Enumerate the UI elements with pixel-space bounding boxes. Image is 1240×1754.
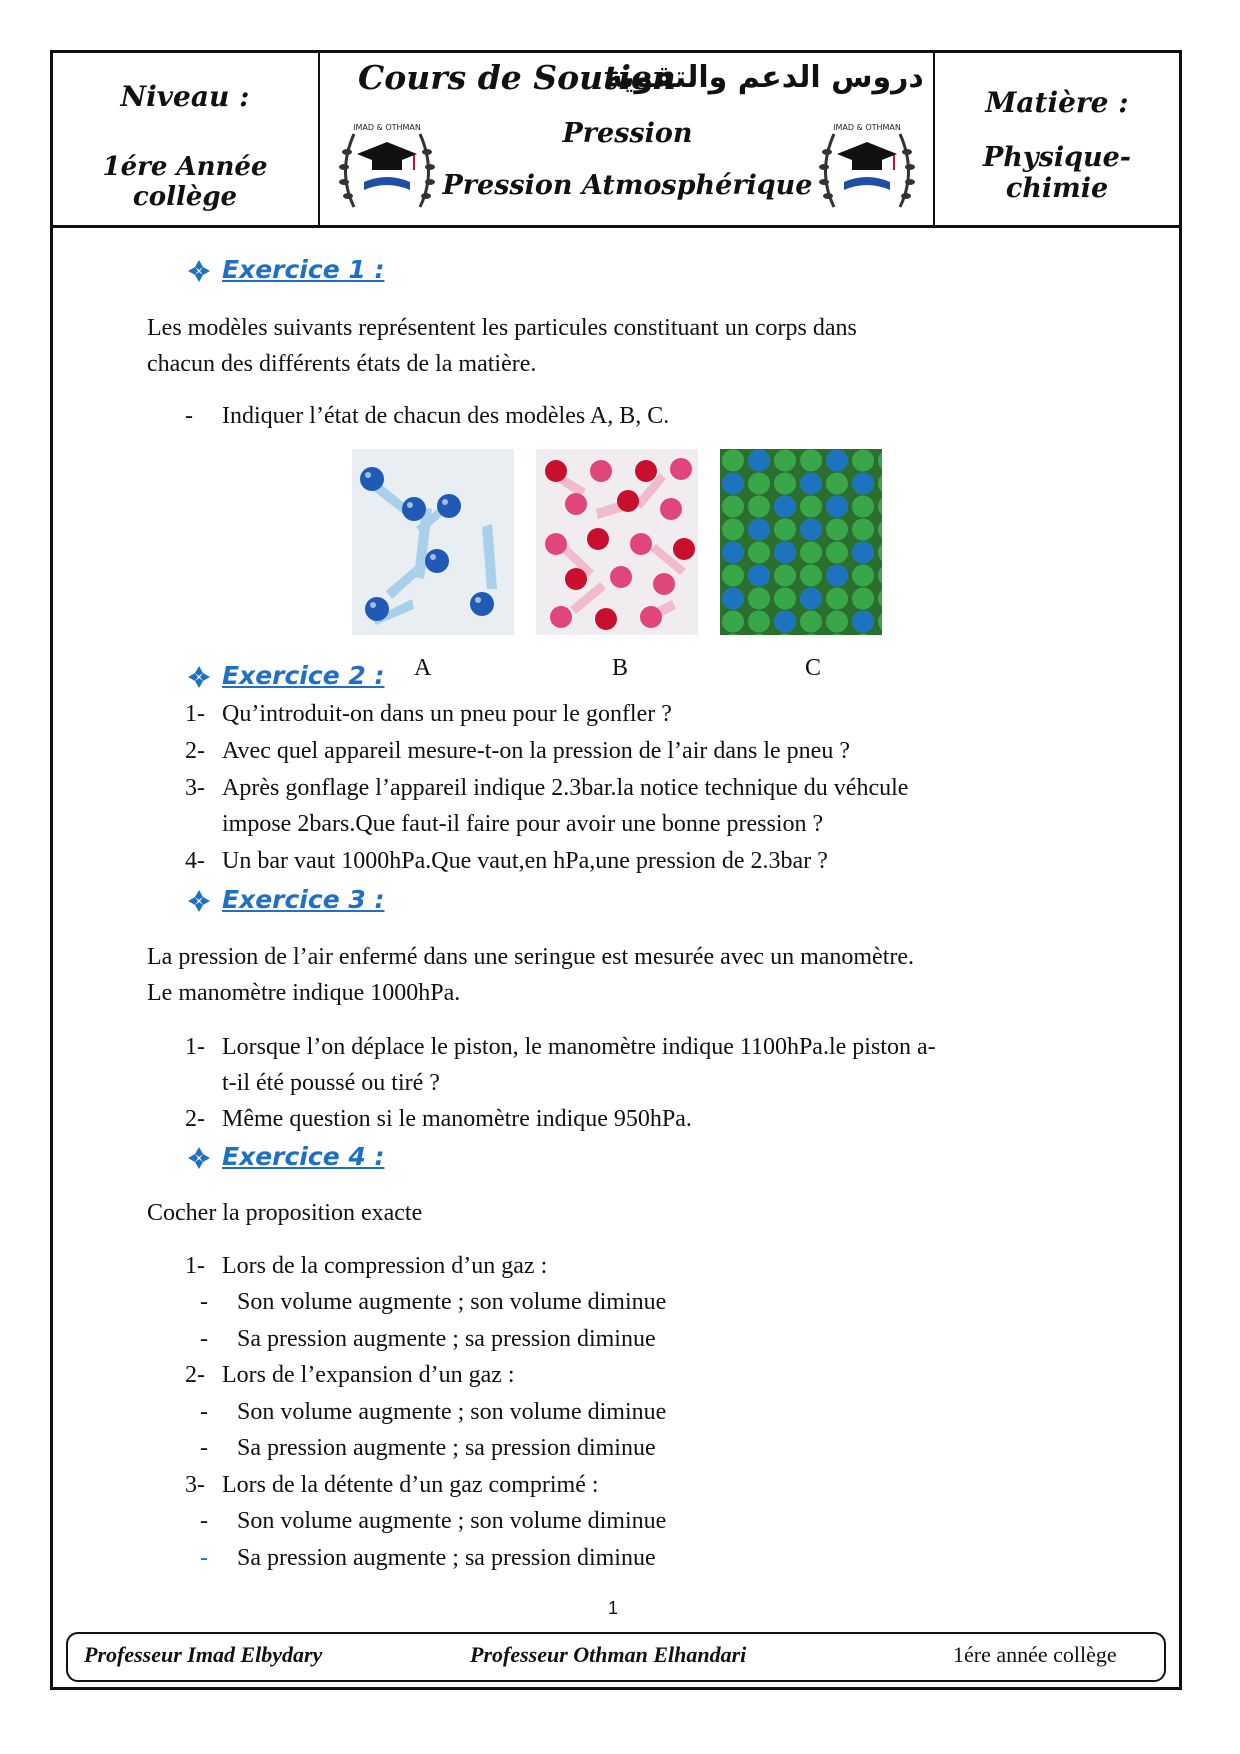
header-title-cell	[320, 50, 935, 225]
list-dash: -	[200, 1289, 208, 1315]
list-dash: -	[185, 403, 193, 429]
footer-level: 1ére année collège	[953, 1642, 1117, 1667]
exercise-2-question: Avec quel appareil mesure-t-on la pression de l’air dans le pneu ?	[222, 738, 850, 764]
list-dash: -	[200, 1326, 208, 1352]
bullet-diamond-icon	[186, 664, 212, 690]
model-c-image	[720, 449, 882, 635]
exercise-1-title: Exercice 1 :	[222, 255, 385, 284]
exercise-2-question: Un bar vaut 1000hPa.Que vaut,en hPa,une pression de 2.3bar ?	[222, 848, 828, 874]
bullet-diamond-icon	[186, 1145, 212, 1171]
exercise-2-title: Exercice 2 :	[222, 661, 385, 690]
question-number: 3-	[185, 775, 205, 801]
exercise-1-question: Indiquer l’état de chacun des modèles A, B, C.	[222, 403, 670, 429]
exercise-3-title: Exercice 3 :	[222, 885, 385, 914]
footer-professor-2: Professeur Othman Elhandari	[470, 1642, 747, 1667]
header-subject-cell	[935, 50, 1179, 225]
exercise-3-question: Même question si le manomètre indique 950hPa.	[222, 1106, 692, 1132]
question-number: 1-	[185, 701, 205, 727]
exercise-3-question-cont: t-il été poussé ou tiré ?	[222, 1070, 440, 1096]
graduation-cap-logo-icon	[332, 112, 442, 222]
page-header	[50, 50, 1182, 228]
exercise-4-intro: Cocher la proposition exacte	[147, 1200, 423, 1226]
matiere-value: Physique-chimie	[983, 142, 1131, 204]
exercise-1-intro: chacun des différents états de la matière.	[147, 351, 537, 377]
list-dash: -	[200, 1545, 208, 1571]
option-pression: Sa pression augmente ; sa pression diminue	[237, 1545, 656, 1571]
option-volume: Son volume augmente ; son volume diminue	[237, 1508, 667, 1534]
page-number: 1	[608, 1598, 619, 1618]
model-label-b: B	[612, 655, 629, 681]
exercise-4-question: Lors de la détente d’un gaz comprimé :	[222, 1472, 599, 1498]
question-number: 4-	[185, 848, 205, 874]
svg-text:IMAD & OTHMAN: IMAD & OTHMAN	[353, 123, 421, 132]
question-number: 3-	[185, 1472, 205, 1498]
model-b-image	[536, 449, 698, 635]
subject-title: Pression	[562, 118, 693, 149]
exercise-3-intro: Le manomètre indique 1000hPa.	[147, 980, 461, 1006]
question-number: 2-	[185, 1106, 205, 1132]
subject-subtitle: Pression Atmosphérique	[442, 170, 813, 201]
option-pression: Sa pression augmente ; sa pression diminue	[237, 1435, 656, 1461]
question-number: 2-	[185, 738, 205, 764]
niveau-value: 1ére Année collège	[102, 152, 268, 212]
cours-arabic-title: دروس الدعم والتقوية	[605, 60, 924, 95]
option-volume: Son volume augmente ; son volume diminue	[237, 1399, 667, 1425]
matiere-label: Matière :	[985, 86, 1129, 119]
svg-text:IMAD & OTHMAN: IMAD & OTHMAN	[833, 123, 901, 132]
model-label-a: A	[414, 655, 432, 681]
niveau-label: Niveau :	[120, 80, 250, 113]
exercise-3-question: Lorsque l’on déplace le piston, le manomètre indique 1100hPa.le piston a-	[222, 1034, 936, 1060]
exercise-2-question-cont: impose 2bars.Que faut-il faire pour avoir une bonne pression ?	[222, 811, 824, 837]
graduation-cap-logo-icon	[812, 112, 922, 222]
bullet-diamond-icon	[186, 888, 212, 914]
bullet-diamond-icon	[186, 258, 212, 284]
question-number: 1-	[185, 1034, 205, 1060]
model-label-c: C	[805, 655, 822, 681]
exercise-4-question: Lors de l’expansion d’un gaz :	[222, 1362, 515, 1388]
list-dash: -	[200, 1399, 208, 1425]
footer-professor-1: Professeur Imad Elbydary	[84, 1642, 323, 1667]
option-volume: Son volume augmente ; son volume diminue	[237, 1289, 667, 1315]
list-dash: -	[200, 1435, 208, 1461]
model-a-image	[352, 449, 514, 635]
exercise-2-question: Qu’introduit-on dans un pneu pour le gonfler ?	[222, 701, 672, 727]
exercise-3-intro: La pression de l’air enfermé dans une seringue est mesurée avec un manomètre.	[147, 944, 915, 970]
exercise-4-title: Exercice 4 :	[222, 1142, 385, 1171]
list-dash: -	[200, 1508, 208, 1534]
question-number: 1-	[185, 1253, 205, 1279]
cours-title: Cours de Soutien	[358, 58, 676, 97]
exercise-4-question: Lors de la compression d’un gaz :	[222, 1253, 548, 1279]
header-level-cell	[50, 50, 320, 225]
option-pression: Sa pression augmente ; sa pression diminue	[237, 1326, 656, 1352]
exercise-2-question: Après gonflage l’appareil indique 2.3bar.la notice technique du véhcule	[222, 775, 909, 801]
exercise-1-intro: Les modèles suivants représentent les particules constituant un corps dans	[147, 315, 857, 341]
question-number: 2-	[185, 1362, 205, 1388]
